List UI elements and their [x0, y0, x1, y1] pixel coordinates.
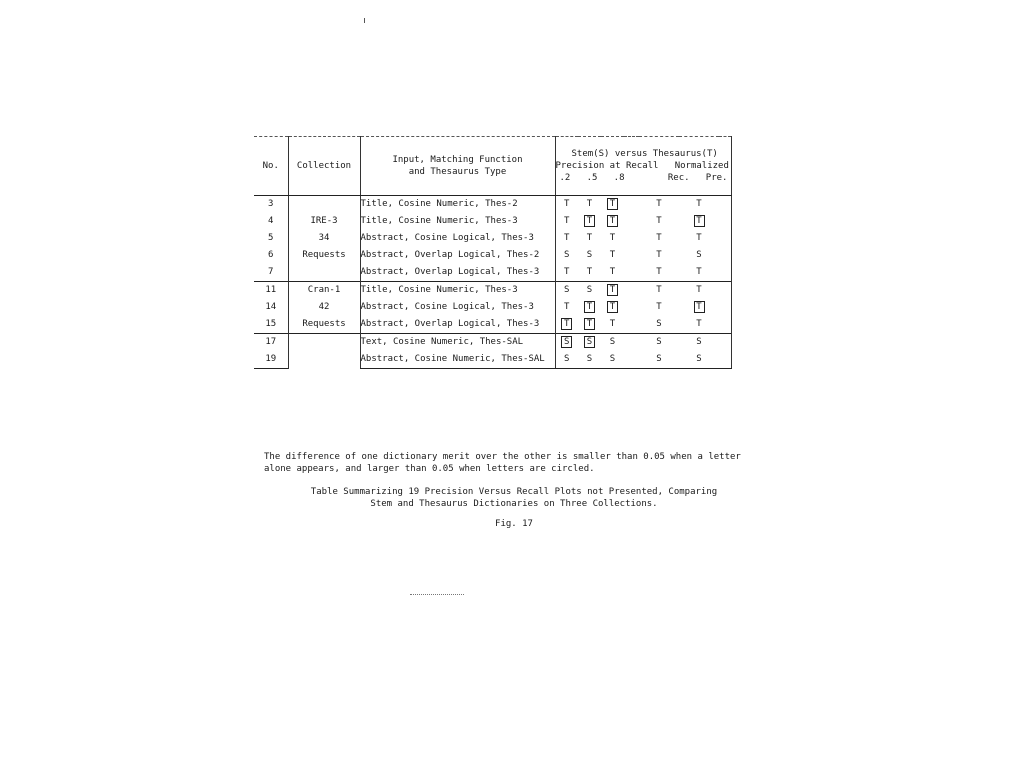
- spacer-cell: [624, 247, 639, 264]
- spacer-cell: [624, 196, 639, 214]
- value-p5: [578, 316, 601, 334]
- header-input: [360, 137, 555, 196]
- value-letter: T: [656, 250, 662, 260]
- value-letter: S: [656, 319, 662, 329]
- spacer-cell: [624, 316, 639, 334]
- value-pre: [679, 264, 719, 282]
- value-p2: [555, 213, 578, 230]
- figure-label: Fig. 17: [495, 519, 533, 529]
- value-p2: [555, 351, 578, 369]
- value-letter: T: [586, 233, 593, 243]
- scan-mark: [364, 18, 365, 23]
- value-p5: [578, 213, 601, 230]
- value-letter: S: [586, 250, 593, 260]
- value-p5: [578, 247, 601, 264]
- header-collection: Collection: [288, 137, 360, 196]
- caption-line1: Table Summarizing 19 Precision Versus Recall Plots not Presented, Comparing: [310, 487, 718, 497]
- value-p2: [555, 316, 578, 334]
- row-number: 5: [268, 233, 274, 243]
- circled-value: S: [561, 336, 572, 348]
- value-letter: T: [586, 199, 593, 209]
- spacer-cell: [719, 196, 731, 214]
- value-p2: [555, 247, 578, 264]
- value-p8: [601, 282, 624, 300]
- input-description: Text, Cosine Numeric, Thes-SAL: [360, 334, 555, 352]
- value-pre: [679, 299, 719, 316]
- value-letter: T: [564, 233, 570, 243]
- spacer-cell: [719, 213, 731, 230]
- header-input-line2: and Thesaurus Type: [408, 167, 507, 177]
- table-caption: [264, 486, 764, 510]
- header-input-line1: Input, Matching Function: [392, 155, 523, 165]
- value-p8: [601, 334, 624, 352]
- table-row: [254, 196, 731, 214]
- input-description: Abstract, Overlap Logical, Thes-3: [360, 316, 555, 334]
- value-p2: [555, 196, 578, 214]
- circled-value: T: [694, 215, 705, 227]
- header-cmp-line2: Precision at Recall Normalized: [555, 161, 729, 171]
- value-letter: S: [586, 354, 593, 364]
- value-pre: [679, 316, 719, 334]
- value-p8: [601, 299, 624, 316]
- value-rec: [639, 316, 679, 334]
- value-p2: [555, 334, 578, 352]
- circled-value: T: [584, 318, 595, 330]
- collection-line: IRE-3: [310, 216, 338, 226]
- value-rec: [639, 247, 679, 264]
- value-p8: [601, 351, 624, 369]
- value-letter: T: [656, 302, 662, 312]
- table-note: [264, 451, 764, 475]
- value-rec: [639, 299, 679, 316]
- table-body: [254, 196, 731, 369]
- note-line1: The difference of one dictionary merit over the other is smaller than 0.05 when a letter: [264, 452, 741, 462]
- caption-line2: Stem and Thesaurus Dictionaries on Three Collections.: [370, 499, 658, 509]
- value-letter: T: [656, 233, 662, 243]
- collection-cell: [288, 334, 360, 369]
- value-letter: T: [656, 216, 662, 226]
- value-letter: S: [696, 354, 702, 364]
- spacer-cell: [719, 247, 731, 264]
- value-letter: T: [609, 250, 616, 260]
- circled-value: T: [607, 215, 618, 227]
- value-p2: [555, 264, 578, 282]
- value-letter: T: [656, 267, 662, 277]
- value-letter: T: [564, 267, 570, 277]
- spacer-cell: [624, 264, 639, 282]
- row-number: 14: [265, 302, 277, 312]
- row-number: 19: [254, 351, 288, 369]
- row-number: 3: [268, 199, 274, 209]
- value-letter: T: [609, 267, 616, 277]
- row-number: 17: [254, 334, 288, 352]
- value-p5: [578, 264, 601, 282]
- value-pre: [679, 196, 719, 214]
- spacer-cell: [624, 351, 639, 369]
- header-cmp-line1: Stem(S) versus Thesaurus(T): [571, 149, 718, 159]
- value-letter: T: [609, 233, 616, 243]
- value-p8: [601, 247, 624, 264]
- value-p5: [578, 299, 601, 316]
- input-description: Title, Cosine Numeric, Thes-3: [360, 282, 555, 300]
- collection-line: Cran-1: [307, 285, 341, 295]
- table-row: [254, 282, 731, 300]
- value-rec: [639, 264, 679, 282]
- input-description: Abstract, Cosine Logical, Thes-3: [360, 299, 555, 316]
- row-number: 4: [268, 216, 274, 226]
- spacer-cell: [624, 282, 639, 300]
- value-letter: S: [656, 337, 662, 347]
- collection-line: 42: [318, 302, 330, 312]
- value-p2: [555, 282, 578, 300]
- row-number: 6: [268, 250, 274, 260]
- circled-value: T: [584, 215, 595, 227]
- value-letter: T: [609, 319, 616, 329]
- value-p5: [578, 230, 601, 247]
- spacer-cell: [624, 299, 639, 316]
- value-letter: S: [696, 250, 702, 260]
- header-no: No.: [254, 137, 288, 196]
- value-letter: T: [696, 267, 702, 277]
- header-comparison: [555, 137, 731, 196]
- value-rec: [639, 351, 679, 369]
- circled-value: S: [584, 336, 595, 348]
- value-p8: [601, 230, 624, 247]
- value-letter: S: [564, 354, 570, 364]
- table-row: [254, 334, 731, 352]
- value-rec: [639, 334, 679, 352]
- spacer-cell: [719, 351, 731, 369]
- value-letter: T: [696, 199, 702, 209]
- value-pre: [679, 213, 719, 230]
- value-letter: S: [564, 250, 570, 260]
- value-letter: T: [696, 319, 702, 329]
- scan-dots: [410, 594, 464, 595]
- spacer-cell: [624, 213, 639, 230]
- collection-cell: [288, 196, 360, 282]
- row-number: 15: [265, 319, 277, 329]
- value-pre: [679, 334, 719, 352]
- value-p5: [578, 334, 601, 352]
- summary-table: [254, 136, 732, 369]
- spacer-cell: [719, 264, 731, 282]
- input-description: Abstract, Overlap Logical, Thes-2: [360, 247, 555, 264]
- value-p2: [555, 230, 578, 247]
- value-pre: [679, 282, 719, 300]
- value-p5: [578, 196, 601, 214]
- value-letter: T: [564, 216, 570, 226]
- value-letter: T: [696, 233, 702, 243]
- spacer-cell: [624, 230, 639, 247]
- row-number: 11: [254, 282, 288, 300]
- value-pre: [679, 230, 719, 247]
- collection-line: Requests: [302, 319, 346, 329]
- circled-value: T: [607, 198, 618, 210]
- value-p5: [578, 351, 601, 369]
- input-description: Abstract, Cosine Numeric, Thes-SAL: [360, 351, 555, 369]
- value-p2: [555, 299, 578, 316]
- input-description: Abstract, Overlap Logical, Thes-3: [360, 264, 555, 282]
- circled-value: T: [561, 318, 572, 330]
- value-p8: [601, 316, 624, 334]
- spacer-cell: [624, 334, 639, 352]
- input-description: Title, Cosine Numeric, Thes-2: [360, 196, 555, 214]
- spacer-cell: [719, 316, 731, 334]
- row-number: 7: [268, 267, 274, 277]
- circled-value: T: [584, 301, 595, 313]
- circled-value: T: [607, 284, 618, 296]
- value-letter: T: [656, 199, 662, 209]
- spacer-cell: [719, 282, 731, 300]
- input-description: Title, Cosine Numeric, Thes-3: [360, 213, 555, 230]
- value-letter: S: [696, 337, 702, 347]
- value-p5: [578, 282, 601, 300]
- value-letter: S: [656, 354, 662, 364]
- value-letter: S: [586, 285, 593, 295]
- spacer-cell: [719, 334, 731, 352]
- value-letter: T: [564, 302, 570, 312]
- value-rec: [639, 282, 679, 300]
- value-rec: [639, 213, 679, 230]
- value-p8: [601, 264, 624, 282]
- value-letter: T: [586, 267, 593, 277]
- circled-value: T: [694, 301, 705, 313]
- value-letter: S: [609, 354, 616, 364]
- value-letter: S: [609, 337, 616, 347]
- note-line2: alone appears, and larger than 0.05 when letters are circled.: [264, 464, 595, 474]
- value-letter: S: [564, 285, 570, 295]
- value-p8: [601, 196, 624, 214]
- value-rec: [639, 196, 679, 214]
- value-rec: [639, 230, 679, 247]
- value-letter: T: [564, 199, 570, 209]
- circled-value: T: [607, 301, 618, 313]
- value-p8: [601, 213, 624, 230]
- value-pre: [679, 247, 719, 264]
- collection-line: 34: [318, 233, 330, 243]
- spacer-cell: [719, 230, 731, 247]
- value-letter: T: [656, 285, 662, 295]
- spacer-cell: [719, 299, 731, 316]
- header-cmp-line3: .2 .5 .8 Rec. Pre.: [559, 173, 728, 183]
- value-pre: [679, 351, 719, 369]
- input-description: Abstract, Cosine Logical, Thes-3: [360, 230, 555, 247]
- value-letter: T: [696, 285, 702, 295]
- collection-cell: [288, 282, 360, 334]
- collection-line: Requests: [302, 250, 346, 260]
